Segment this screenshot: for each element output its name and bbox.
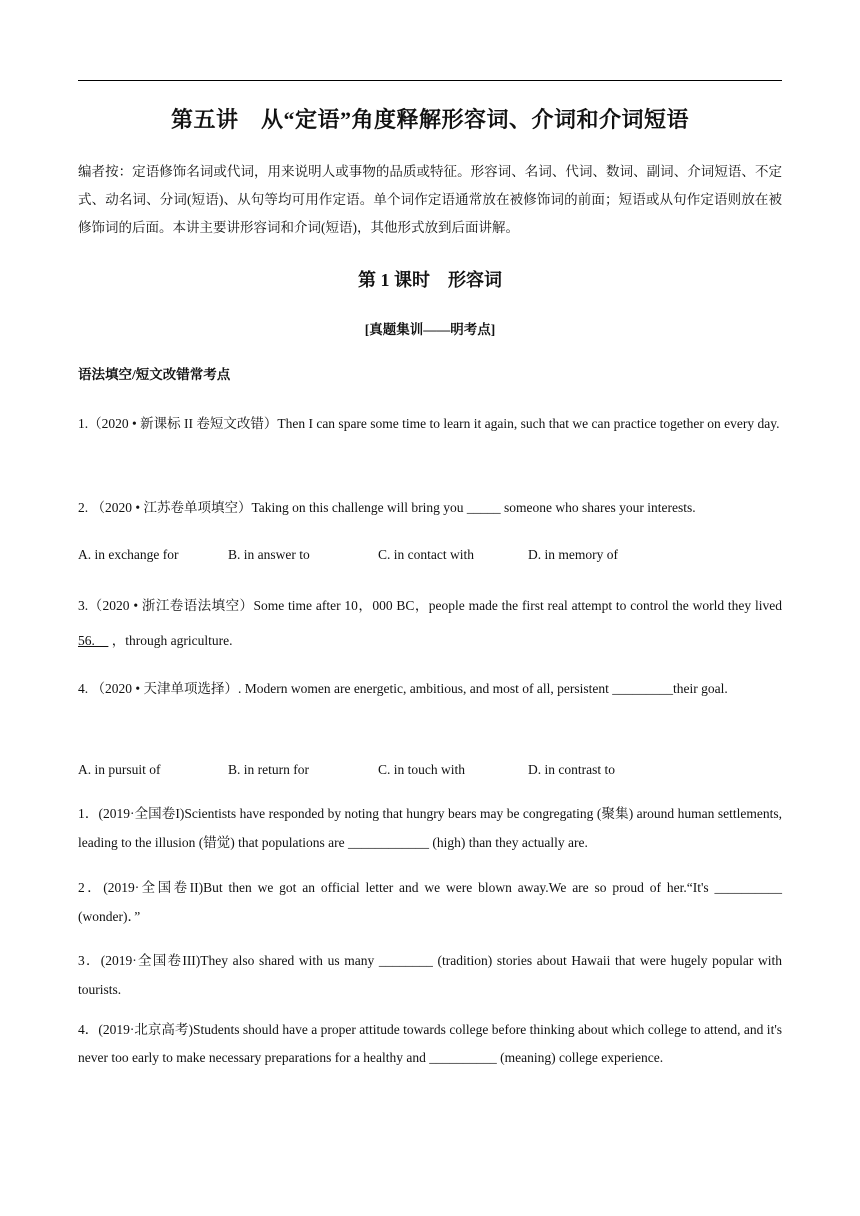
- option-d: D. in memory of: [528, 547, 618, 562]
- option-a: A. in exchange for: [78, 547, 179, 562]
- options-2020-2: [78, 547, 782, 567]
- question-2019-2: 2．(2019·全国卷II)But then we got an official letter and we were blown away.We are so proud of her.“It's __________ (wonder)．”: [78, 880, 782, 924]
- question-2020-1: 1.（2020 • 新课标 II 卷短文改错）Then I can spare some time to learn it again, such that we can practice together on every day.: [78, 416, 780, 431]
- header-rule: [78, 80, 782, 81]
- option-b: B. in return for: [228, 762, 309, 777]
- option-d: D. in contrast to: [528, 762, 615, 777]
- question-2020-3: [78, 588, 782, 658]
- page-title: 第五讲 从“定语”角度释解形容词、介词和介词短语: [170, 107, 689, 132]
- question-2019-3: 3．(2019·全国卷III)They also shared with us many ________ (tradition) stories about Hawaii that were hugely popular with tourists.: [78, 953, 782, 997]
- lesson-title: 第 1 课时 形容词: [358, 270, 502, 290]
- question-2019-4: 4．(2019·北京高考)Students should have a proper attitude towards college before thinking about which college to attend, and it's never too early to make necessary preparations for a healthy and __________ (meaning) college experience.: [78, 1022, 782, 1065]
- question-2020-4: 4. （2020 • 天津单项选择）. Modern women are energetic, ambitious, and most of all, persistent _________their goal.: [78, 681, 728, 696]
- question-text-before: 3.（2020 • 浙江卷语法填空）Some time after 10，000 BC，people made the first real attempt to control the world they lived: [78, 598, 782, 613]
- option-c: C. in contact with: [378, 547, 474, 562]
- section-heading: [真题集训——明考点]: [364, 322, 496, 337]
- option-c: C. in touch with: [378, 762, 465, 777]
- question-2020-2: 2. （2020 • 江苏卷单项填空）Taking on this challenge will bring you _____ someone who shares your interests.: [78, 500, 696, 515]
- options-2020-4: [78, 762, 782, 782]
- question-text-after: ，through agriculture.: [108, 633, 233, 648]
- option-a: A. in pursuit of: [78, 762, 161, 777]
- answer-blank: 56.: [78, 633, 109, 648]
- sub-heading: 语法填空/短文改错常考点: [78, 367, 231, 382]
- question-2019-1: 1．(2019·全国卷I)Scientists have responded by noting that hungry bears may be congregating (聚集) around human settlements, leading to the illusion (错觉) that populations are ____________ (high) than they actually are.: [78, 806, 782, 850]
- option-b: B. in answer to: [228, 547, 310, 562]
- editor-note: 编者按：定语修饰名词或代词，用来说明人或事物的品质或特征。形容词、名词、代词、数词、副词、介词短语、不定式、动名词、分词(短语)、从句等均可用作定语。单个词作定语通常放在被修饰词的前面；短语或从句作定语则放在被修饰词的后面。本讲主要讲形容词和介词(短语)，其他形式放到后面讲解。: [78, 164, 782, 235]
